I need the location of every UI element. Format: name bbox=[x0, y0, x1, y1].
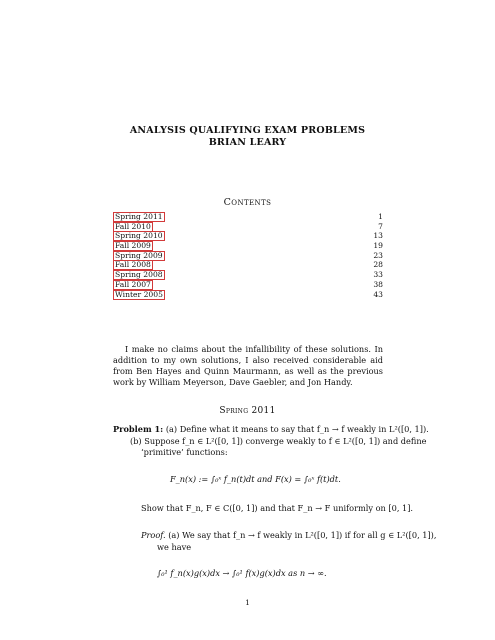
problem-1-part-a bbox=[113, 424, 429, 435]
toc-row bbox=[113, 212, 383, 222]
page-number: 1 bbox=[245, 598, 250, 607]
toc-row bbox=[113, 231, 383, 241]
toc-page-number: 33 bbox=[373, 270, 383, 280]
toc-row bbox=[113, 241, 383, 251]
toc-page-number: 23 bbox=[373, 250, 383, 260]
toc-link-fall-2007[interactable]: Fall 2007 bbox=[115, 279, 151, 289]
intro-paragraph: I make no claims about the infallibility of these solutions. In addition to my own solutions, I also received considerable aid from Ben Hayes and Quinn Maurmann, as well as the previous work by William Meyerson, Dave Gaebler, and Jon Handy. bbox=[113, 344, 383, 387]
contents-heading: Contents bbox=[223, 197, 272, 208]
toc-row bbox=[113, 222, 383, 232]
section-heading: Spring 2011 bbox=[219, 406, 276, 416]
toc-page-number: 1 bbox=[378, 212, 383, 221]
toc-link-spring-2009[interactable]: Spring 2009 bbox=[115, 250, 163, 260]
proof-part-a bbox=[141, 530, 436, 541]
proof-label: Proof. bbox=[141, 530, 166, 540]
toc-link-spring-2010[interactable]: Spring 2010 bbox=[115, 231, 163, 241]
problem-text: (a) Define what it means to say that f_n → f weakly in L²([0, 1]). bbox=[165, 424, 429, 434]
problem-1-part-b-cont: ‘primitive’ functions: bbox=[141, 447, 228, 457]
toc-link-spring-2008[interactable]: Spring 2008 bbox=[115, 270, 163, 280]
problem-statement: Show that F_n, F ∈ C([0, 1]) and that F_n → F uniformly on [0, 1]. bbox=[141, 503, 414, 513]
toc-row bbox=[113, 251, 383, 261]
toc-page-number: 43 bbox=[373, 289, 383, 299]
toc-page-number: 19 bbox=[373, 241, 383, 251]
problem-1-part-b: (b) Suppose f_n ∈ L²([0, 1]) converge weakly to f ∈ L²([0, 1]) and define bbox=[130, 436, 427, 446]
toc-row bbox=[113, 270, 383, 280]
toc-row bbox=[113, 280, 383, 290]
toc-link-spring-2011[interactable]: Spring 2011 bbox=[115, 212, 163, 221]
toc-page-number: 7 bbox=[378, 221, 383, 231]
toc-page-number: 13 bbox=[373, 231, 383, 241]
proof-text: (a) We say that f_n → f weakly in L²([0, 1]) if for all g ∈ L²([0, 1]), bbox=[168, 530, 437, 540]
toc-link-winter-2005[interactable]: Winter 2005 bbox=[115, 289, 163, 299]
toc-page-number: 28 bbox=[373, 260, 383, 270]
toc-row bbox=[113, 260, 383, 270]
table-of-contents bbox=[113, 212, 383, 299]
toc-link-fall-2008[interactable]: Fall 2008 bbox=[115, 260, 151, 270]
toc-link-fall-2009[interactable]: Fall 2009 bbox=[115, 241, 151, 251]
proof-part-a-cont: we have bbox=[157, 542, 192, 552]
toc-page-number: 38 bbox=[373, 279, 383, 289]
paper-title: ANALYSIS QUALIFYING EXAM PROBLEMS bbox=[129, 125, 366, 136]
toc-row bbox=[113, 290, 383, 300]
equation-primitives: F_n(x) := ∫₀ˣ f_n(t)dt and F(x) = ∫₀ˣ f(t)dt. bbox=[170, 474, 341, 484]
author-name: BRIAN LEARY bbox=[208, 137, 287, 148]
problem-label: Problem 1: bbox=[113, 424, 164, 434]
equation-weak-convergence: ∫₀¹ f_n(x)g(x)dx → ∫₀¹ f(x)g(x)dx as n → ∞. bbox=[157, 568, 327, 578]
toc-link-fall-2010[interactable]: Fall 2010 bbox=[115, 221, 151, 231]
